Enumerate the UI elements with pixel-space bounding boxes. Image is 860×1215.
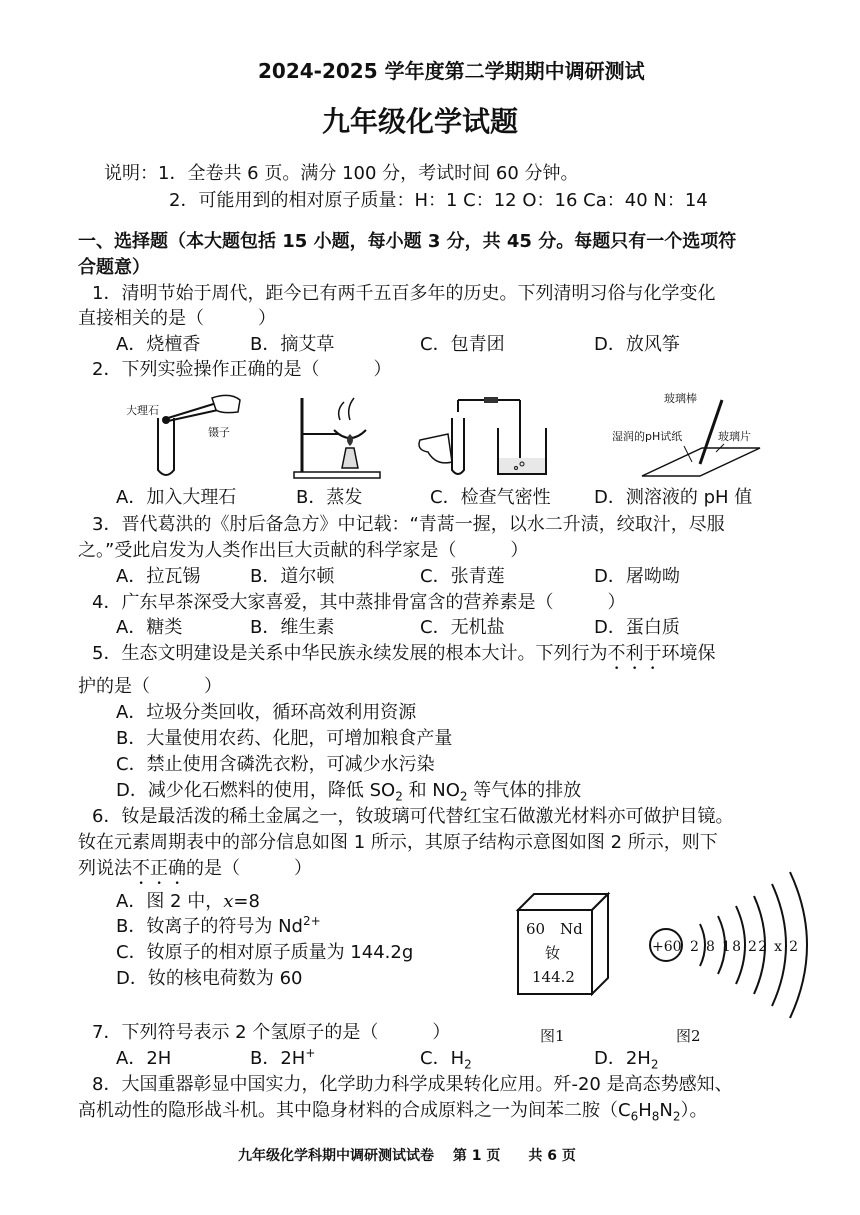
question-4-option-d: D．蛋白质 xyxy=(594,617,680,638)
label-glass-rod: 玻璃棒 xyxy=(664,392,697,405)
question-1-option-d: D．放风筝 xyxy=(594,334,680,355)
q6-a-pre: A．图 2 中， xyxy=(116,891,224,912)
section-heading-cont: 合题意） xyxy=(78,257,150,278)
q8-post: ）。 xyxy=(680,1100,708,1121)
q8-pre: 高机动性的隐形战斗机。其中隐身材料的合成原料之一为间苯二胺（C xyxy=(78,1100,631,1121)
notes-line-2: 2．可能用到的相对原子质量：H：1 C：12 O：16 Ca：40 N：14 xyxy=(169,190,708,211)
question-3-option-a: A．拉瓦锡 xyxy=(116,566,201,587)
q7-d-pre: D．2H xyxy=(594,1048,651,1069)
q8-h: H xyxy=(638,1100,652,1121)
question-7-stem: 7．下列符号表示 2 个氢原子的是（ ） xyxy=(92,1022,451,1043)
label-ph-paper: 湿润的pH试纸 xyxy=(612,430,683,443)
question-7-option-d xyxy=(594,1047,659,1071)
question-2-stem: 2．下列实验操作正确的是（ ） xyxy=(92,359,392,380)
question-2-option-b: B．蒸发 xyxy=(296,487,363,508)
question-4-option-a: A．糖类 xyxy=(116,617,183,638)
question-1-option-b: B．摘艾草 xyxy=(250,334,335,355)
label-glass-plate: 玻璃片 xyxy=(718,430,751,443)
question-4-stem: 4．广东早茶深受大家喜爱，其中蒸排骨富含的营养素是（ ） xyxy=(92,592,626,613)
question-6-stem: 6．钕是最活泼的稀土金属之一，钕玻璃可代替红宝石做激光材料亦可做护目镜。 xyxy=(92,806,734,827)
q5-stem-emph: 不利于 xyxy=(607,643,662,664)
q5-d-pre: D．减少化石燃料的使用，降低 SO xyxy=(116,780,396,801)
question-2-option-a: A．加入大理石 xyxy=(116,487,237,508)
question-6-option-d: D．钕的核电荷数为 60 xyxy=(116,968,303,989)
nucleus-charge: +60 xyxy=(652,939,682,955)
q5-d-sub1: 2 xyxy=(395,789,403,804)
q8-sub-8: 8 xyxy=(651,1109,660,1124)
section-heading: 一、选择题（本大题包括 15 小题，每小题 3 分，共 45 分。每题只有一个选项符 xyxy=(78,231,737,252)
q5-stem-post: 环境保 xyxy=(661,643,716,664)
label-tweezers: 镊子 xyxy=(208,426,230,439)
q6-stem-emph: 不正确 xyxy=(132,858,186,879)
question-4-option-b: B．维生素 xyxy=(250,617,335,638)
q6-stem-pre: 列说法 xyxy=(78,858,132,879)
question-5-stem xyxy=(92,642,715,674)
question-8-stem: 8．大国重器彰显中国实力，化学助力科学成果转化应用。歼-20 是高态势感知、 xyxy=(92,1074,733,1095)
question-3-stem: 3．晋代葛洪的《肘后备急方》中记载：“青蒿一握，以水二升渍，绞取汁，尽服 xyxy=(92,514,725,535)
question-5-stem-cont: 护的是（ ） xyxy=(78,676,222,697)
label-marble: 大理石 xyxy=(126,404,159,417)
q8-sub-6: 6 xyxy=(630,1109,639,1124)
question-6-stem-cont: 钕在元素周期表中的部分信息如图 1 所示，其原子结构示意图如图 2 所示，则下 xyxy=(78,832,718,853)
q8-sub-2: 2 xyxy=(672,1109,681,1124)
question-4-option-c: C．无机盐 xyxy=(420,617,505,638)
q8-n: N xyxy=(659,1100,673,1121)
figure-evaporation xyxy=(290,390,386,482)
electron-shells: 2 8 18 22 x 2 xyxy=(690,939,798,955)
exam-term: 2024-2025 学年度第二学期期中调研测试 xyxy=(258,59,645,83)
q7-b-pre: B．2H xyxy=(250,1048,306,1069)
figure-adding-marble xyxy=(120,388,260,480)
element-mass: 144.2 xyxy=(532,968,575,986)
q7-b-sup: + xyxy=(305,1046,316,1060)
question-6-stem-cont-2 xyxy=(78,857,312,889)
q7-d-sub: 2 xyxy=(650,1057,659,1072)
q7-c-pre: C．H xyxy=(420,1048,465,1069)
element-symbol: Nd xyxy=(560,920,583,938)
question-2-option-d: D．测溶液的 pH 值 xyxy=(594,487,753,508)
q5-d-sub2: 2 xyxy=(459,789,468,804)
question-1-stem: 1．清明节始于周代，距今已有两千五百多年的历史。下列清明习俗与化学变化 xyxy=(92,283,716,304)
question-5-option-b: B．大量使用农药、化肥，可增加粮食产量 xyxy=(116,728,453,749)
figure-2-caption: 图2 xyxy=(676,1027,701,1045)
q5-d-mid: 和 NO xyxy=(408,780,460,801)
question-7-option-b xyxy=(250,1047,315,1071)
figure-2-atom-structure xyxy=(640,862,840,1022)
question-8-stem-cont xyxy=(78,1099,708,1123)
question-6-option-b xyxy=(116,915,321,939)
q6-b-pre: B．钕离子的符号为 Nd xyxy=(116,916,303,937)
question-2-option-c: C．检查气密性 xyxy=(430,487,551,508)
question-5-option-c: C．禁止使用含磷洗衣粉，可减少水污染 xyxy=(116,754,435,775)
q6-stem-post: 的是（ ） xyxy=(186,858,312,879)
element-number: 60 xyxy=(526,920,546,938)
q6-b-sup: 2+ xyxy=(302,914,321,928)
page-footer: 九年级化学科期中调研测试试卷 第 1 页 共 6 页 xyxy=(238,1148,576,1164)
question-3-option-c: C．张青莲 xyxy=(420,566,505,587)
figure-1-caption: 图1 xyxy=(540,1027,565,1045)
q6-a-post: =8 xyxy=(233,891,260,912)
q6-a-var: x xyxy=(223,891,234,912)
figure-1-element-cell xyxy=(512,888,612,998)
question-7-option-a: A．2H xyxy=(116,1048,172,1069)
question-6-option-c: C．钕原子的相对原子质量为 144.2g xyxy=(116,942,414,963)
notes-line-1: 说明：1．全卷共 6 页。满分 100 分，考试时间 60 分钟。 xyxy=(104,163,579,184)
question-1-stem-cont: 直接相关的是（ ） xyxy=(78,308,276,329)
question-1-option-a: A．烧檀香 xyxy=(116,334,201,355)
q5-d-post: 等气体的排放 xyxy=(473,780,582,801)
element-name: 钕 xyxy=(545,944,561,962)
question-6-option-a xyxy=(116,890,260,914)
question-3-stem-cont: 之。”受此启发为人类作出巨大贡献的科学家是（ ） xyxy=(78,540,529,561)
question-5-option-a: A．垃圾分类回收，循环高效利用资源 xyxy=(116,702,417,723)
question-1-option-c: C．包青团 xyxy=(420,334,505,355)
question-3-option-b: B．道尔顿 xyxy=(250,566,335,587)
question-5-option-d xyxy=(116,779,581,803)
page-title: 九年级化学试题 xyxy=(322,105,519,138)
q7-c-sub: 2 xyxy=(464,1057,472,1072)
question-3-option-d: D．屠呦呦 xyxy=(594,566,680,587)
figure-ph-test xyxy=(612,386,762,482)
figure-airtightness xyxy=(412,392,562,482)
q5-stem-pre: 5．生态文明建设是关系中华民族永续发展的根本大计。下列行为 xyxy=(92,643,608,664)
question-7-option-c xyxy=(420,1047,472,1071)
